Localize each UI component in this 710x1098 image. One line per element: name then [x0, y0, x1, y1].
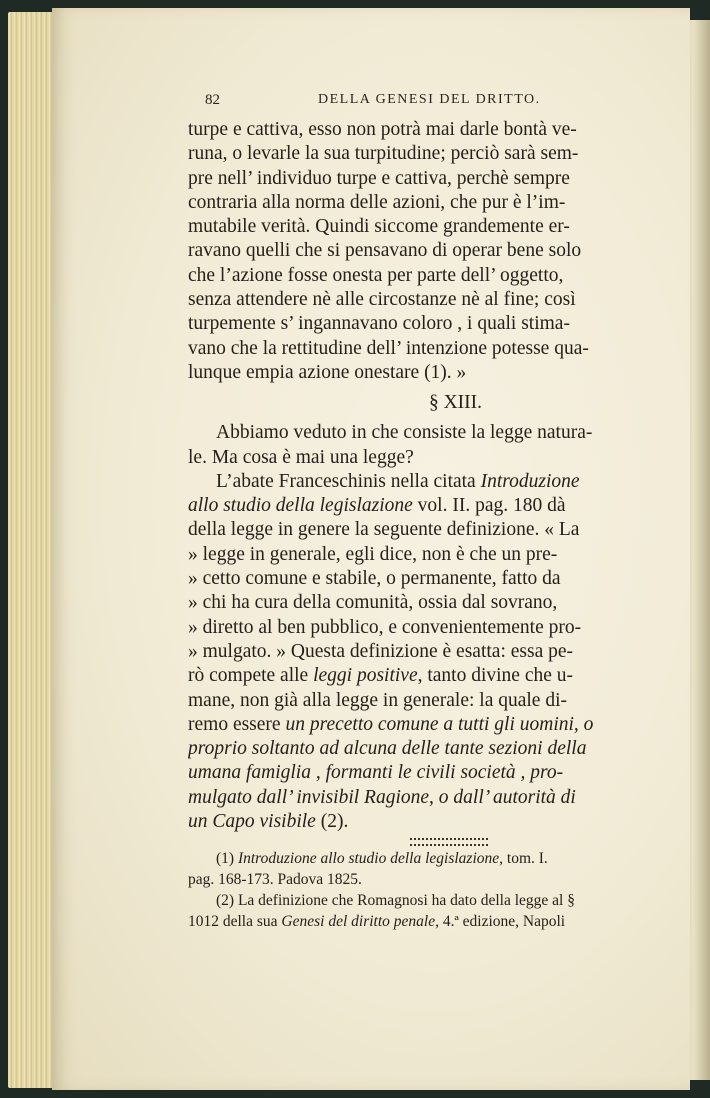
- text-line: pre nell’ individuo turpe e cattiva, perchè sempre: [188, 167, 570, 189]
- text-line: turpe e cattiva, esso non potrà mai darle bontà ve-: [188, 119, 577, 140]
- text-line: ravano quelli che si pensavano di operar bene solo: [188, 240, 582, 262]
- page-body: [188, 118, 683, 932]
- text-line: » legge in generale, egli dice, non è che un pre-: [188, 543, 558, 565]
- page-number: 82: [205, 92, 220, 108]
- italic-title: Introduzione: [480, 470, 580, 492]
- text-line: [188, 761, 683, 785]
- text-line: Abbiamo veduto in che consiste la legge natura-: [216, 422, 593, 444]
- text-line: » diretto al ben pubblico, e convenientemente pro-: [188, 616, 582, 638]
- page-stack-edges: [8, 12, 58, 1088]
- footnote-1: (1) Introduzione allo studio della legislazione, tom. I.: [216, 850, 548, 868]
- text-line: remo essere un precetto comune a tutti gli uomini, o: [188, 713, 594, 735]
- text-line: [188, 786, 683, 810]
- text-line: senza attendere nè alle circostanze nè al fine; così: [188, 289, 576, 311]
- italic-definition: un precetto comune a tutti gli uomini, o: [285, 713, 594, 735]
- text-line: » mulgato. » Questa definizione è esatta: essa pe-: [188, 640, 573, 662]
- text-line: rò compete alle leggi positive, tanto divine che u-: [188, 665, 574, 687]
- section-heading: § XIII.: [428, 392, 483, 414]
- footnote-2: (2) La definizione che Romagnosi ha dato della legge al §: [216, 892, 575, 910]
- text-line: [188, 737, 683, 761]
- text-line: » chi ha cura della comunità, ossia dal sovrano,: [188, 592, 558, 614]
- text-line: turpemente s’ ingannavano coloro , i quali stima-: [188, 313, 570, 335]
- text-line: le. Ma cosa è mai una legge?: [188, 446, 414, 468]
- text-line: » cetto comune e stabile, o permanente, fatto da: [188, 568, 561, 590]
- text-line: un Capo visibile (2).: [188, 811, 349, 833]
- italic-definition: mulgato dall’ invisibil Ragione, o dall’ autorità di: [188, 786, 576, 808]
- text-line: contraria alla norma delle azioni, che pur è l’im-: [188, 191, 566, 213]
- italic-definition: umana famiglia , formanti le civili società , pro-: [188, 762, 564, 784]
- footnote-1-cont: pag. 168-173. Padova 1825.: [188, 871, 362, 889]
- text-line: runa, o levarle la sua turpitudine; perciò sarà sem-: [188, 143, 579, 165]
- text-line: mutabile verità. Quindi siccome grandemente er-: [188, 216, 570, 238]
- running-title: DELLA GENESI DEL DRITTO.: [318, 92, 541, 107]
- footnote-separator: [188, 834, 683, 848]
- footnote-2-cont: 1012 della sua Genesi del diritto penale, 4.ª edizione, Napoli: [188, 913, 566, 931]
- text-line: allo studio della legislazione vol. II. pag. 180 dà: [188, 495, 566, 517]
- italic-title: allo studio della legislazione: [188, 495, 413, 517]
- italic-definition: proprio soltanto ad alcuna delle tante sezioni della: [188, 738, 587, 760]
- text-line: della legge in genere la seguente definizione. « La: [188, 519, 580, 541]
- italic-term: leggi positive: [313, 665, 418, 687]
- text-line: che l’azione fosse onesta per parte dell’ oggetto,: [188, 264, 564, 286]
- italic-definition: un Capo visibile: [188, 811, 316, 833]
- text-line: mane, non già alla legge in generale: la quale di-: [188, 689, 568, 711]
- text-line: L’abate Franceschinis nella citata Introduzione: [216, 470, 580, 492]
- text-line: vano che la rettitudine dell’ intenzione potesse qua-: [188, 337, 589, 359]
- text-line: lunque empia azione onestare (1). »: [188, 361, 467, 383]
